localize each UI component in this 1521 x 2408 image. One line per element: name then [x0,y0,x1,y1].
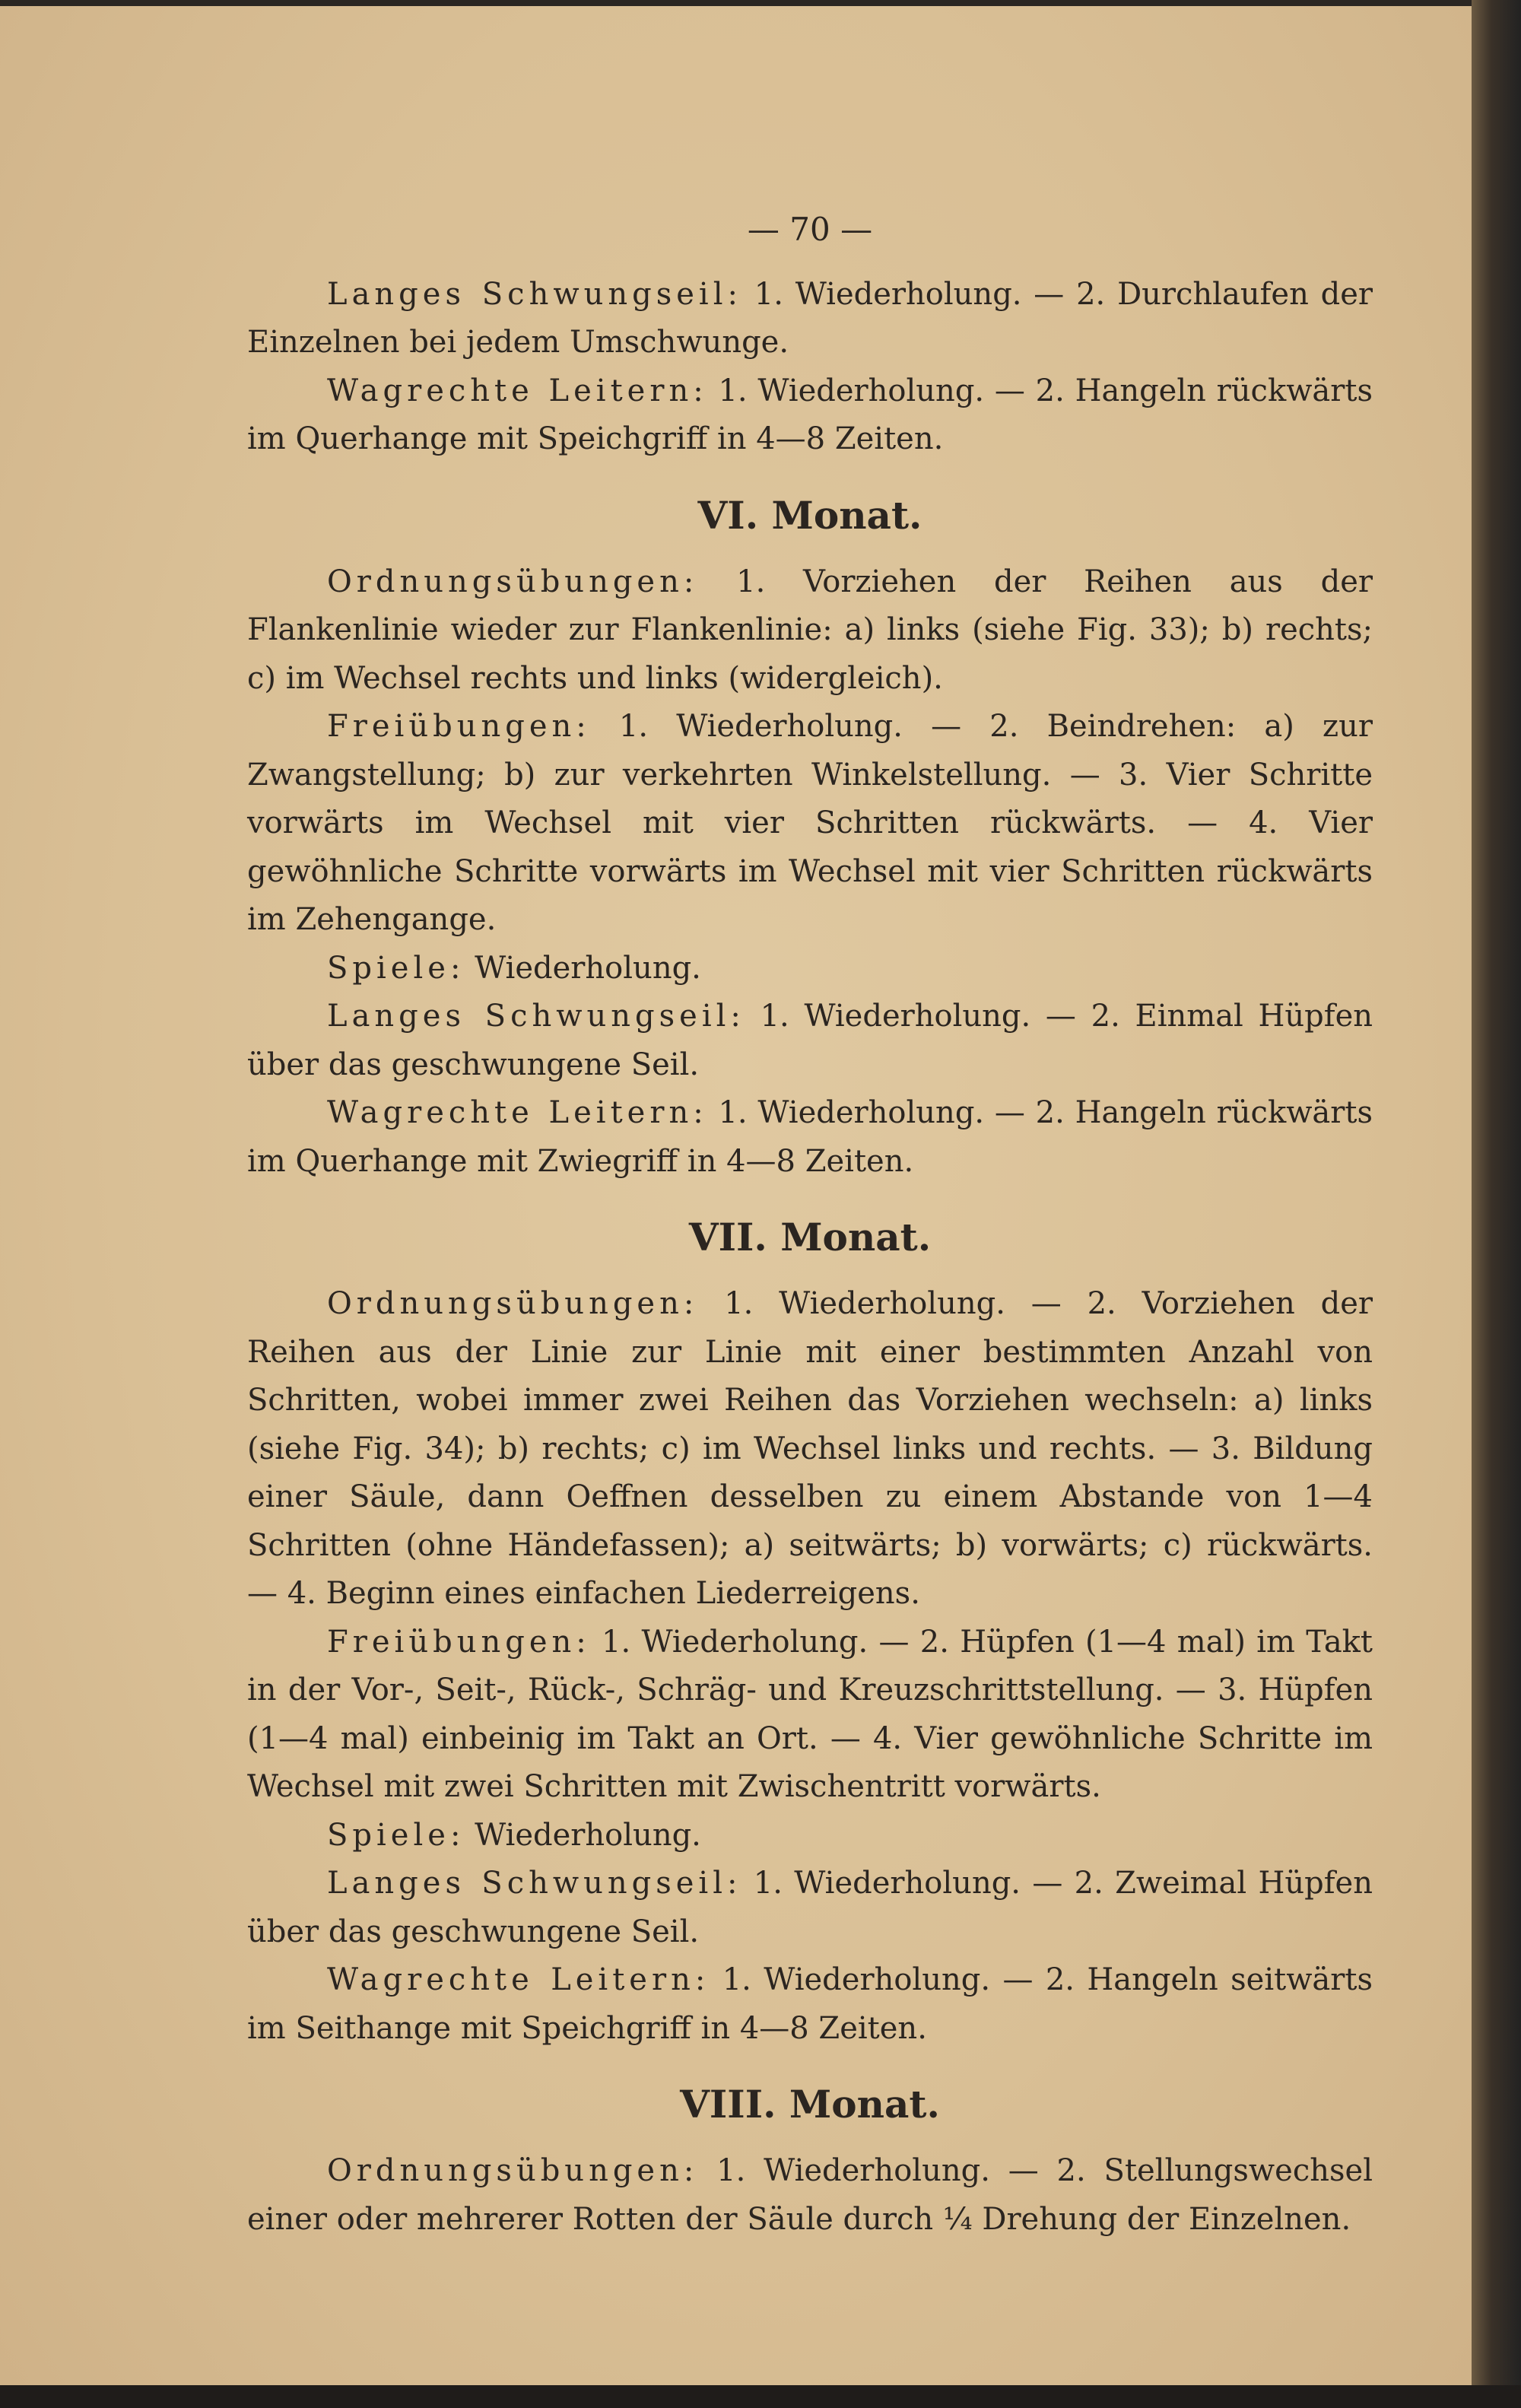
book-spine-edge [1472,0,1521,2408]
page-content [247,205,1373,2244]
paragraph-label: Ordnungsübungen: [327,564,699,599]
section-heading: VII. Monat. [688,1215,932,1260]
paragraph [247,2147,1373,2244]
paragraph-label: Spiele: [327,1817,465,1853]
paragraph [247,1089,1373,1186]
paragraph-text: 1. Wiederholung. — 2. Beindrehen: a) zur Zwangstellung; b) zur verkehrten Winkelstellung. — 3. Vier Schritte vorwärts im Wechsel mit vier Schritten rückwärts. — 4. Vier gewöhnliche Schritte vorwärts im Wechsel mit vier Schritten rückwärts im Zehengange. [247,709,1373,937]
paragraph-label: Wagrechte Leitern: [327,1962,710,1997]
paragraph [247,1280,1373,1619]
paragraph [247,1956,1373,2053]
paragraph [247,1860,1373,1956]
paragraph-text: 1. Vorziehen der Reihen aus der Flankenlinie wieder zur Flankenlinie: a) links (siehe Fig. 33); b) rechts; c) im Wechsel rechts und links (widergleich). [247,564,1373,696]
paragraph-text: 1. Wiederholung. — 2. Hangeln rückwärts im Querhange mit Speichgriff in 4—8 Zeiten. [247,373,1373,456]
paragraph-text: 1. Wiederholung. — 2. Hangeln seitwärts im Seithange mit Speichgriff in 4—8 Zeiten. [247,1962,1373,2046]
paragraph [247,993,1373,1089]
paragraph-label: Langes Schwungseil: [327,999,745,1034]
paragraph-label: Wagrechte Leitern: [327,1095,708,1130]
paragraph-text: Wiederholung. [475,1817,701,1853]
paragraph [247,703,1373,945]
paragraph [247,558,1373,704]
paragraph-label: Langes Schwungseil: [327,276,742,312]
paragraph-label: Wagrechte Leitern: [327,373,708,408]
paragraph-text: 1. Wiederholung. — 2. Zweimal Hüpfen über das geschwungene Seil. [247,1866,1373,1949]
page-number: — 70 — [747,211,873,248]
paragraph-label: Ordnungsübungen: [327,1286,699,1321]
paragraph-label: Freiübungen: [327,1624,591,1660]
section-heading: VIII. Monat. [680,2082,940,2127]
paragraph-text: Wiederholung. [475,950,701,986]
paragraph-label: Ordnungsübungen: [327,2153,699,2188]
paragraph-label: Spiele: [327,950,465,986]
paragraph-text: 1. Wiederholung. — 2. Hangeln rückwärts im Querhange mit Zwiegriff in 4—8 Zeiten. [247,1095,1373,1179]
paragraph [247,367,1373,464]
paragraph-text: 1. Wiederholung. — 2. Einmal Hüpfen über das geschwungene Seil. [247,999,1373,1082]
paragraph [247,1812,1373,1860]
paragraph-label: Freiübungen: [327,709,591,744]
paragraph-text: 1. Wiederholung. — 2. Hüpfen (1—4 mal) im Takt in der Vor-, Seit-, Rück-, Schräg- und Kreuzschrittstellung. — 3. Hüpfen (1—4 mal) einbeinig im Takt an Ort. — 4. Vier gewöhnliche Schritte im Wechsel mit zwei Schritten mit Zwischentritt vorwärts. [247,1624,1373,1804]
paragraph [247,945,1373,993]
paragraph-text: 1. Wiederholung. — 2. Durchlaufen der Einzelnen bei jedem Umschwunge. [247,276,1373,360]
paragraph-text: 1. Wiederholung. — 2. Stellungswechsel einer oder mehrerer Rotten der Säule durch ¼ Drehung der Einzelnen. [247,2153,1373,2237]
section-heading: VI. Monat. [697,492,922,538]
paragraph-label: Langes Schwungseil: [327,1866,742,1901]
paragraph-text: 1. Wiederholung. — 2. Vorziehen der Reihen aus der Linie zur Linie mit einer bestimmten Anzahl von Schritten, wobei immer zwei Reihen das Vorziehen wechseln: a) links (siehe Fig. 34); b) rechts; c) im Wechsel links und rechts. — 3. Bildung einer Säule, dann Oeffnen desselben zu einem Abstande von 1—4 Schritten (ohne Händefassen); a) seitwärts; b) vorwärts; c) rückwärts. — 4. Beginn eines einfachen Liederreigens. [247,1286,1373,1611]
paragraph [247,1619,1373,1812]
scan-bottom-border [0,2385,1521,2408]
paragraph [247,271,1373,367]
